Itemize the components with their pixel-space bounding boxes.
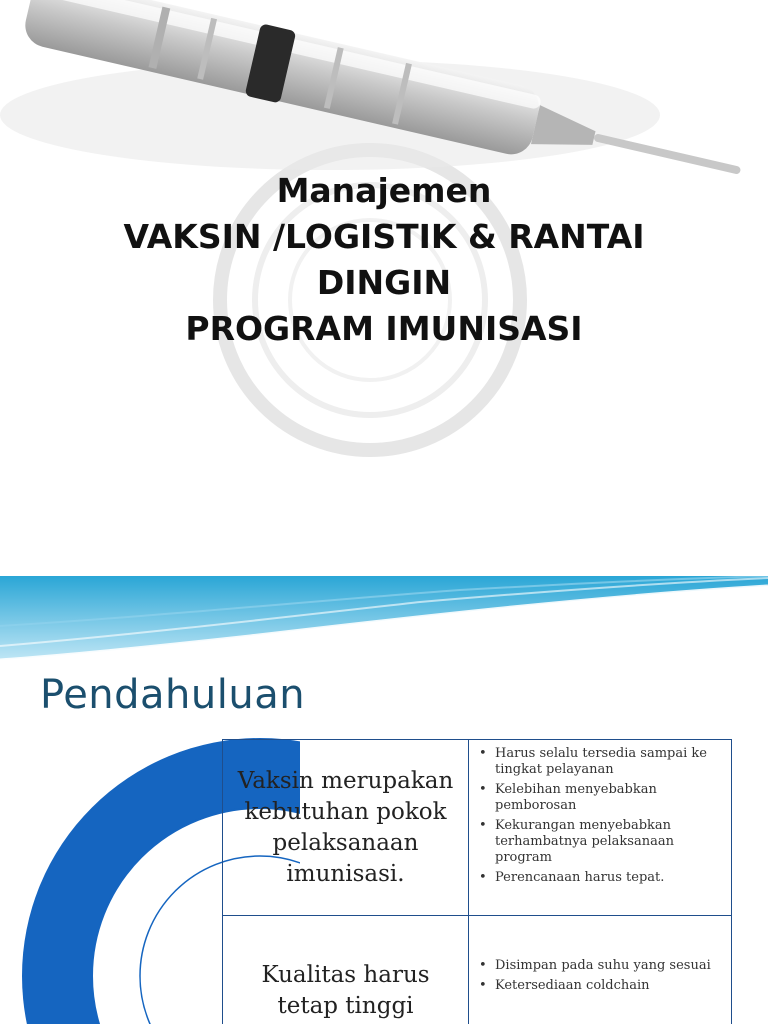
row-bullets	[469, 740, 731, 915]
title-line-4: PROGRAM IMUNISASI	[185, 309, 583, 348]
slide-pendahuluan	[0, 576, 768, 1024]
slide-gap	[0, 535, 768, 576]
title-line-3: DINGIN	[316, 263, 452, 302]
title-line-1: Manajemen	[276, 171, 492, 210]
bullet-item: • Ketersediaan coldchain	[477, 978, 721, 994]
row-bullets	[469, 916, 731, 1024]
row-heading: Vaksin merupakan kebutuhan pokok pelaksanaan imunisasi.	[223, 740, 469, 915]
title-line-2: VAKSIN /LOGISTIK & RANTAI	[123, 217, 645, 256]
wave-header-decoration	[0, 576, 768, 666]
bullet-item: • Kelebihan menyebabkan pemborosan	[477, 782, 721, 814]
bullet-item: • Kekurangan menyebabkan terhambatnya pelaksanaan program	[477, 818, 721, 866]
slide-main-title	[0, 168, 768, 352]
bullet-item: • Perencanaan harus tepat.	[477, 870, 721, 886]
slide-title-pendahuluan: Pendahuluan	[40, 672, 306, 718]
table-row	[223, 916, 731, 1024]
bullet-item: • Harus selalu tersedia sampai ke tingkat pelayanan	[477, 746, 721, 778]
bullet-item: • Disimpan pada suhu yang sesuai	[477, 958, 721, 974]
row-heading: Kualitas harus tetap tinggi	[223, 916, 469, 1024]
table-row	[223, 740, 731, 916]
content-table	[222, 739, 732, 1024]
